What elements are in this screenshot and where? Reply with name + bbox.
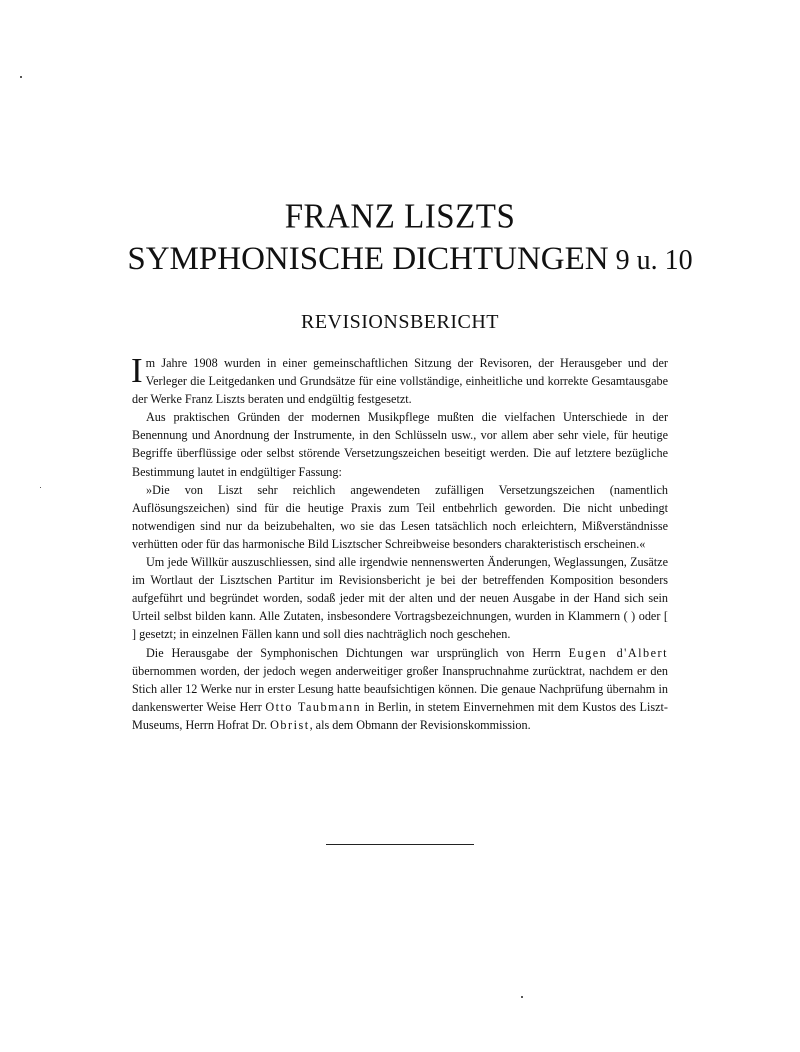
paragraph-4: Um jede Willkür auszuschliessen, sind alle irgendwie nennenswerten Änderungen, Weglassungen, Zusätze im Wortlaut der Lisztschen Partitur im Revisionsbericht je bei der betreffenden Komposition besonders aufgeführt und begründet worden, sodaß jeder mit der alten und der neuen Ausgabe in der Hand sich sein Urteil selbst bilden kann. Alle Zutaten, insbesondere Vortragsbezeichnungen, wurden in Klammern ( ) oder [ ] gesetzt; in einzelnen Fällen kann und soll dies nachträglich noch geschehen. xyxy=(132,555,668,642)
paragraph-5-text-c: in Berlin, in stetem Einvernehmen mit dem Kustos des Liszt-Museums, Herrn Hofrat Dr. xyxy=(132,699,668,732)
paragraph-5-text-a: Die Herausgabe der Symphonischen Dichtungen war ursprünglich von Herrn xyxy=(146,645,569,660)
title-line-1: FRANZ LISZTS xyxy=(284,198,516,236)
ink-speck xyxy=(521,996,523,998)
drop-cap: I xyxy=(131,351,143,390)
paragraph-1-text: m Jahre 1908 wurden in einer gemeinschaftlichen Sitzung der Revisoren, der Herausgeber und der Verleger die Leitgedanken und Grundsätze für eine vollständige, einheitliche und korrekte Gesamtausgabe der Werke Franz Liszts beraten und endgültig festgesetzt. xyxy=(132,356,668,407)
paragraph-5-text-b: übernommen worden, der jedoch wegen anderweitiger großer Inanspruchnahme zurücktrat, nachdem er den Stich aller 12 Werke nur in erster Lesung hatte beaufsichtigen können. Die genaue Nachprüfung übernahm in dankenswerter Weise Herr xyxy=(132,663,668,714)
title-volume xyxy=(609,245,693,276)
paragraph-5-text-d: , als dem Obmann der Revisionskommission. xyxy=(309,717,531,732)
report-body xyxy=(131,351,668,734)
paragraph-2: Aus praktischen Gründen der modernen Musikpflege mußten die vielfachen Unterschiede in der Benennung und Anordnung der Instrumente, in den Schlüsseln usw., vor allem aber sehr viele, für heutige Begriffe überflüssige oder selbst störende Versetzungszeichen beseitigt werden. Die auf letztere bezügliche Bestimmung lautet in endgültiger Fassung: xyxy=(132,410,668,479)
end-rule xyxy=(326,844,474,845)
section-heading: REVISIONSBERICHT xyxy=(300,311,499,333)
paragraph-1 xyxy=(131,351,668,408)
ink-speck xyxy=(20,76,22,78)
quoted-rule: »Die von Liszt sehr reichlich angewendeten zufälligen Versetzungszeichen (namentlich Auflösungszeichen) sind für die heutige Praxis zum Teil entbehrlich geworden. Die nicht unbedingt notwendigen sind nur da beizubehalten, wo sie das Lesen tatsächlich noch erleichtern, Mißverständnisse verhütten oder für das harmonische Bild Lisztscher Schreibweise besonders charakteristisch erscheinen.« xyxy=(132,482,668,551)
title-block xyxy=(0,196,800,282)
ink-speck xyxy=(40,487,41,488)
title-volume-text: 9 u. 10 xyxy=(615,245,693,276)
paragraph-5 xyxy=(132,644,668,734)
title-main: SYMPHONISCHE DICHTUNGEN xyxy=(127,241,609,277)
title-line-2 xyxy=(0,238,800,282)
name-obrist: Obrist xyxy=(270,717,310,732)
name-otto-taubmann: Otto Taubmann xyxy=(265,699,362,714)
name-eugen-dalbert: Eugen d'Albert xyxy=(568,645,668,660)
